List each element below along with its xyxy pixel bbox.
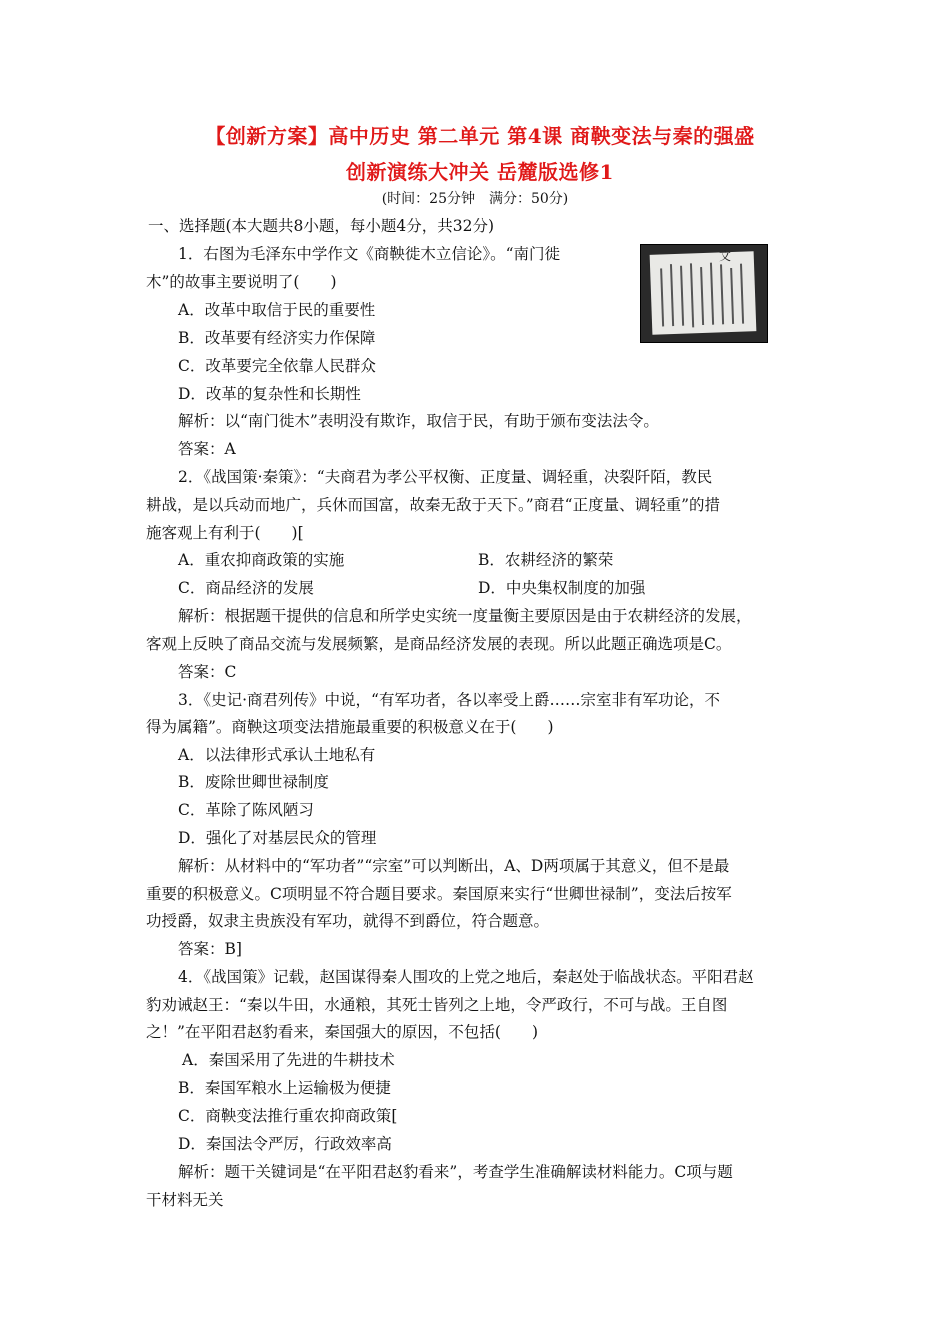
q2-stem-cont: 耕战，是以兵动而地广，兵休而国富，故秦无敌于天下。”商君“正度量、调轻重”的措 [146, 496, 721, 514]
q3-option-c: C．革除了陈风陋习 [178, 801, 314, 819]
photo-caption: 文 [719, 249, 732, 263]
q4-option-b: B．秦国军粮水上运输极为便捷 [178, 1079, 391, 1097]
q2-stem-cont2: 施客观上有利于( )[ [146, 524, 304, 542]
q2-option-a: A．重农抑商政策的实施 [178, 551, 345, 569]
q2-analysis: 解析：根据题干提供的信息和所学史实统一度量衡主要原因是由于农耕经济的发展， [178, 607, 752, 625]
q3-option-a: A．以法律形式承认土地私有 [178, 746, 376, 764]
q2-option-d: D．中央集权制度的加强 [478, 579, 646, 597]
q1-analysis: 解析：以“南门徙木”表明没有欺诈，取信于民，有助于颁布变法法令。 [178, 412, 659, 430]
q4-analysis: 解析：题干关键词是“在平阳君赵豹看来”，考查学生准确解读材料能力。C项与题 [178, 1163, 733, 1181]
q4-option-a: A．秦国采用了先进的牛耕技术 [182, 1051, 395, 1069]
q3-stem-cont: 得为属籍”。商鞅这项变法措施最重要的积极意义在于( ) [146, 718, 554, 736]
q3-option-b: B．废除世卿世禄制度 [178, 773, 329, 791]
q1-stem-cont: 木”的故事主要说明了( ) [146, 273, 337, 291]
q4-stem: 4．《战国策》记载，赵国谋得秦人围攻的上党之地后，秦赵处于临战状态。平阳君赵 [178, 968, 754, 986]
q4-stem-cont: 豹劝诫赵王：“秦以牛田，水通粮，其死士皆列之上地，令严政行，不可与战。王自图 [146, 996, 728, 1014]
q4-option-c: C．商鞅变法推行重农抑商政策[ [178, 1107, 398, 1125]
exam-meta: (时间：25分钟 满分：50分) [381, 191, 569, 207]
q1-answer: 答案：A [178, 440, 236, 458]
q1-option-d: D．改革的复杂性和长期性 [178, 385, 361, 403]
q3-analysis-cont: 重要的积极意义。C项明显不符合题目要求。秦国原来实行“世卿世禄制”，变法后按军 [146, 885, 732, 903]
q2-option-c: C．商品经济的发展 [178, 579, 314, 597]
q3-stem: 3．《史记·商君列传》中说，“有军功者，各以率受上爵……宗室非有军功论，不 [178, 691, 720, 709]
essay-manuscript-photo [640, 244, 768, 343]
q2-answer: 答案：C [178, 663, 237, 681]
q2-stem: 2．《战国策·秦策》：“夫商君为孝公平权衡、正度量、调轻重，决裂阡陌，教民 [178, 468, 713, 486]
document-title-line2: 创新演练大冲关 岳麓版选修1 [346, 160, 614, 184]
document-title-line1: 【创新方案】高中历史 第二单元 第4课 商鞅变法与秦的强盛 [205, 124, 755, 148]
q4-analysis-cont: 干材料无关 [146, 1191, 224, 1209]
q4-stem-cont2: 之！”在平阳君赵豹看来，秦国强大的原因，不包括( ) [146, 1023, 539, 1041]
section-heading: 一、选择题(本大题共8小题，每小题4分，共32分) [148, 217, 495, 235]
q3-analysis-cont2: 功授爵，奴隶主贵族没有军功，就得不到爵位，符合题意。 [146, 912, 550, 930]
q2-analysis-cont: 客观上反映了商品交流与发展频繁，是商品经济发展的表现。所以此题正确选项是C。 [146, 635, 732, 653]
q1-stem: 1．右图为毛泽东中学作文《商鞅徙木立信论》。“南门徙 [178, 245, 561, 263]
q1-option-a: A．改革中取信于民的重要性 [178, 301, 376, 319]
q2-option-b: B．农耕经济的繁荣 [478, 551, 614, 569]
q3-answer: 答案：B] [178, 940, 242, 958]
q1-option-b: B．改革要有经济实力作保障 [178, 329, 376, 347]
q4-option-d: D．秦国法令严厉，行政效率高 [178, 1135, 392, 1153]
q3-option-d: D．强化了对基层民众的管理 [178, 829, 377, 847]
q3-analysis: 解析：从材料中的“军功者”“宗室”可以判断出，A、D两项属于其意义，但不是最 [178, 857, 730, 875]
q1-option-c: C．改革要完全依靠人民群众 [178, 357, 376, 375]
